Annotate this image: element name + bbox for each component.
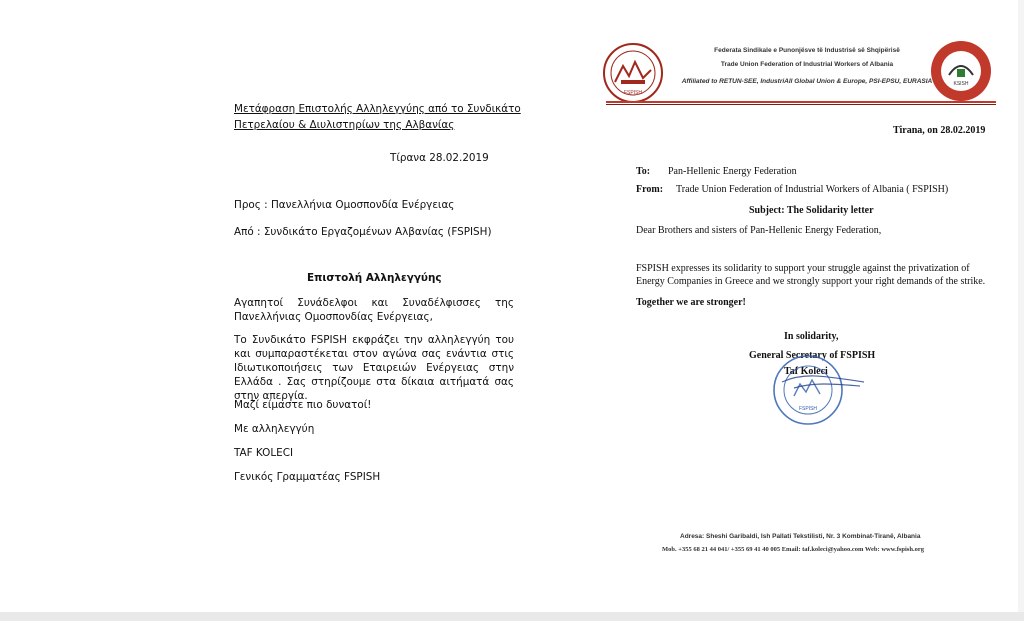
page-edge	[1018, 0, 1024, 612]
translation-greeting: Αγαπητοί Συνάδελφοι και Συναδέλφισσες της Πανελλήνιας Ομοσπονδίας Ενέργειας,	[234, 297, 514, 323]
fspish-logo-icon	[601, 42, 665, 104]
ksish-logo-icon	[929, 39, 993, 103]
letterhead-rule-thin	[606, 104, 996, 105]
stamp-text: FSPISH	[798, 406, 818, 412]
letter-to-label: To:	[636, 166, 651, 177]
letter-contact: Mob. +355 68 21 44 041/ +355 69 41 40 005 Email: taf.koleci@yahoo.com Web: www.fspish.org	[662, 546, 924, 553]
letter-subject: Subject: The Solidarity letter	[749, 205, 874, 216]
fspish-logo-text: FSPISH	[623, 90, 643, 96]
letterhead-english-name: Trade Union Federation of Industrial Workers of Albania	[720, 61, 894, 68]
translation-date: Τίρανα 28.02.2019	[390, 152, 489, 164]
page-bottom-edge	[0, 612, 1024, 621]
letter-greeting: Dear Brothers and sisters of Pan-Hellenic Energy Federation,	[636, 225, 882, 236]
letter-signatory-name: Taf Koleci	[784, 366, 828, 377]
translation-subject: Επιστολή Αλληλεγγύης	[307, 272, 442, 284]
letter-from-label: From:	[636, 184, 664, 195]
letter-together: Together we are stronger!	[636, 297, 746, 308]
translation-title: Μετάφραση Επιστολής Αλληλεγγύης από το Συνδικάτο Πετρελαίου & Διυλιστηρίων της Αλβανίας	[234, 103, 521, 131]
letterhead-albanian-name: Federata Sindikale e Punonjësve të Industrisë së Shqipërisë	[714, 47, 900, 54]
translation-signatory-name: TAF KOLECI	[234, 447, 294, 459]
letter-signatory-title: General Secretary of FSPISH	[749, 350, 876, 361]
translation-signatory-role: Γενικός Γραμματέας FSPISH	[234, 471, 381, 483]
ksish-logo-text: KSISH	[953, 81, 969, 87]
letterhead-rule	[606, 101, 996, 103]
official-stamp-icon	[764, 352, 868, 428]
letter-to-value: Pan-Hellenic Energy Federation	[668, 166, 797, 177]
translation-together: Μαζί είμαστε πιο δυνατοί!	[234, 399, 372, 411]
translation-from: Από : Συνδικάτο Εργαζομένων Αλβανίας (FSPISH)	[234, 226, 492, 238]
translation-in-solidarity: Με αλληλεγγύη	[234, 423, 315, 435]
letter-body: FSPISH expresses its solidarity to support your struggle against the privatization of Energy Companies in Greece and we strongly support your right demands of the strike.	[636, 263, 986, 287]
letter-from-value: Trade Union Federation of Industrial Workers of Albania ( FSPISH)	[676, 184, 949, 195]
letter-in-solidarity: In solidarity,	[784, 331, 839, 342]
letter-date: Tirana, on 28.02.2019	[893, 125, 986, 136]
letter-address: Adresa: Sheshi Garibaldi, Ish Pallati Tekstilisti, Nr. 3 Kombinat-Tiranë, Albania	[680, 533, 921, 540]
translation-body: Το Συνδικάτο FSPISH εκφράζει την αλληλεγγύη του και συμπαραστέκεται στον αγώνα σας ενάντια στις Ιδιωτικοποιήσεις των Εταιρειών Ενέργειας στην Ελλάδα . Σας στηρίζουμε στα δίκαια αιτήματά σας στην απεργία.	[234, 334, 514, 402]
translation-to: Προς : Πανελλήνια Ομοσπονδία Ενέργειας	[234, 199, 455, 211]
letterhead-affiliations: Affiliated to RETUN-SEE, IndustriAll Global Union & Europe, PSI-EPSU, EURASIA	[681, 78, 933, 85]
